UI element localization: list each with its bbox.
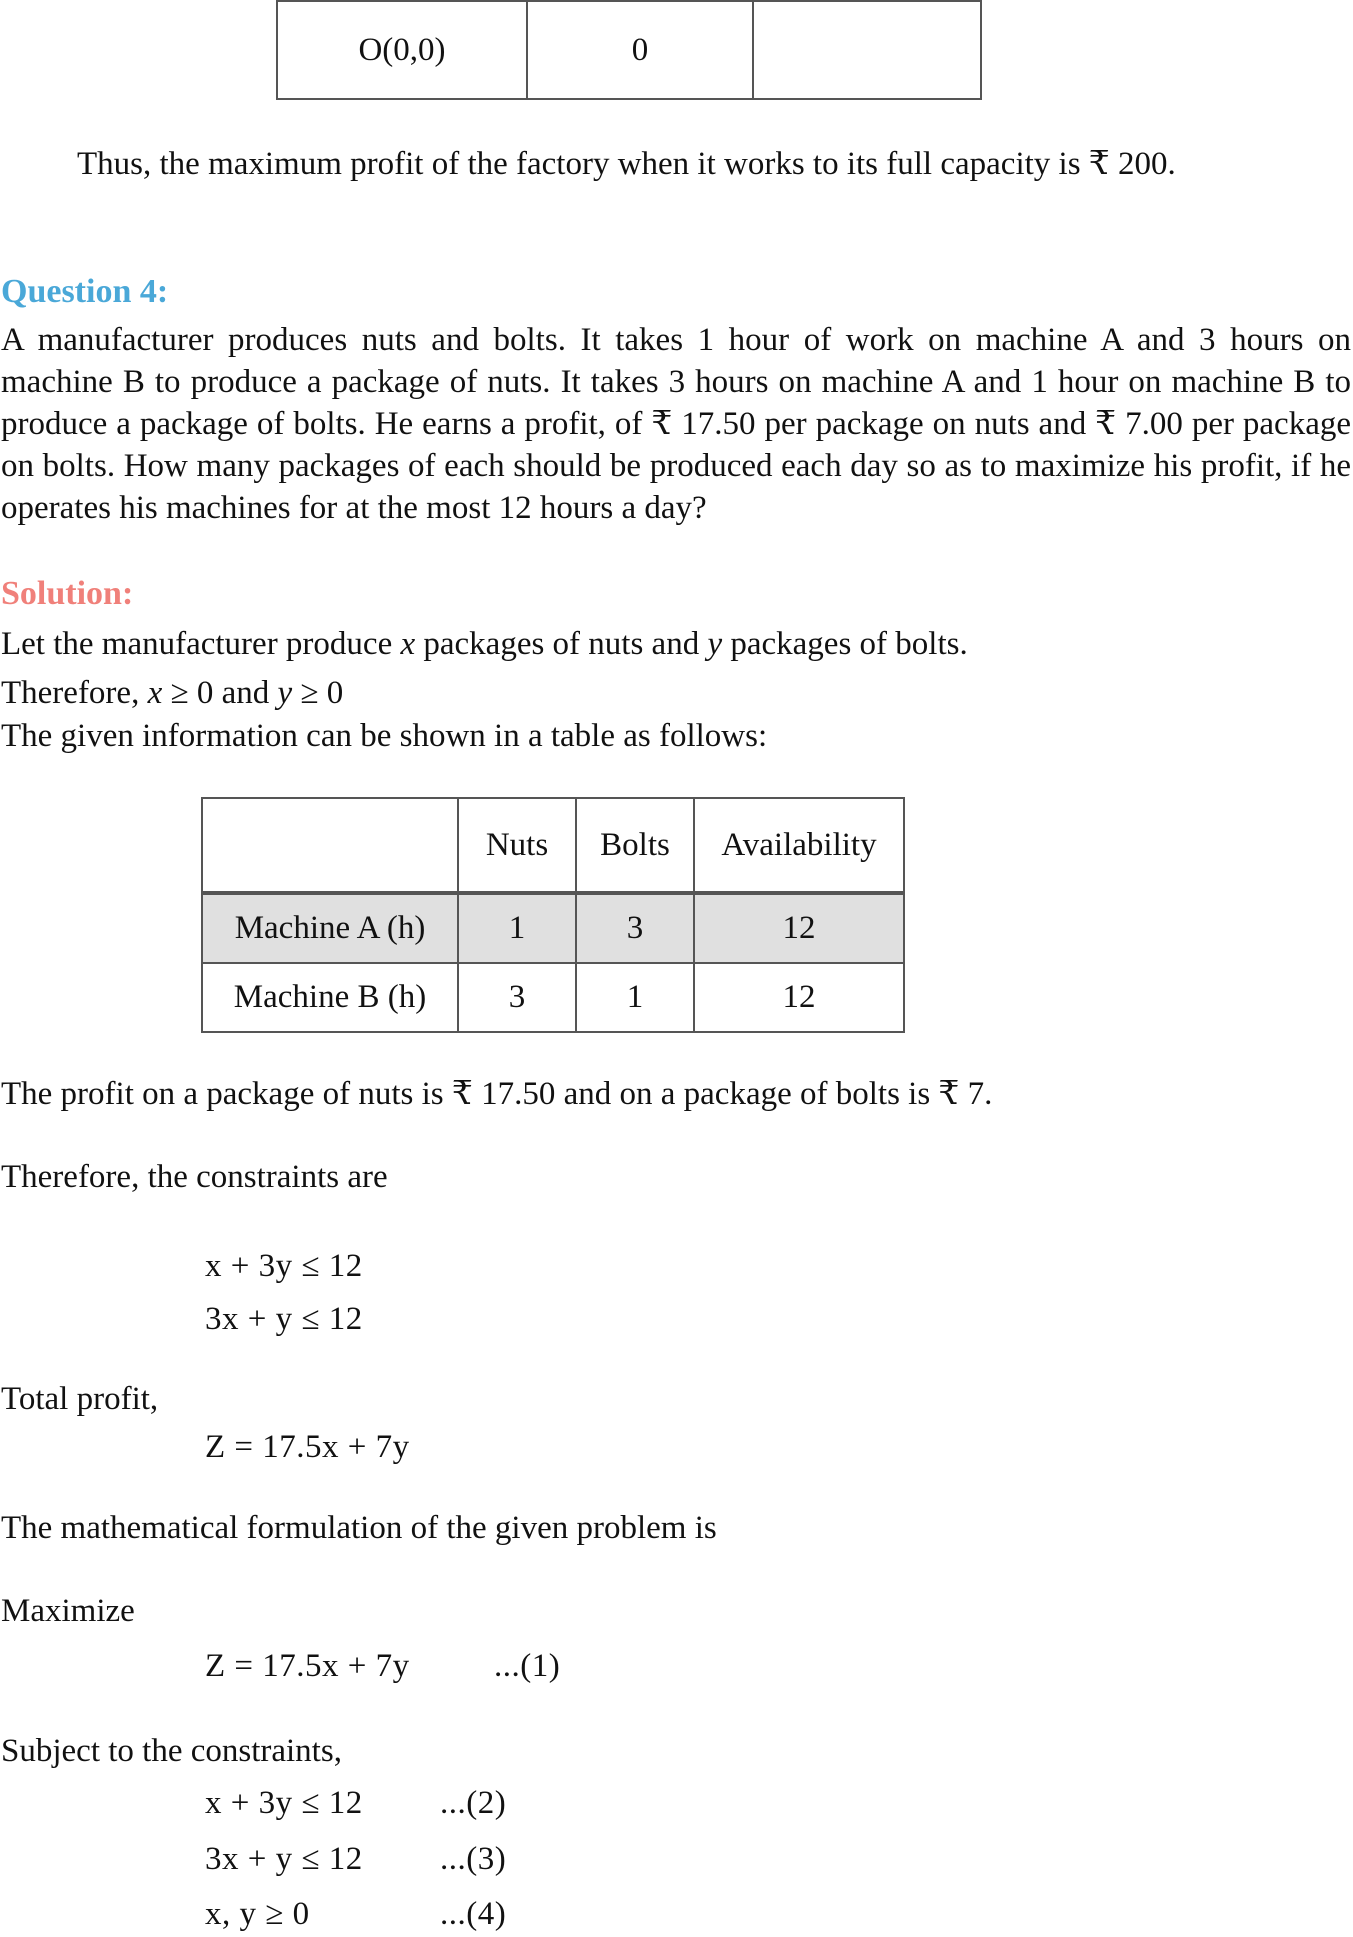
table-header-row: [202, 798, 904, 893]
equation-tag: ...(4): [440, 1896, 507, 1932]
variable-x: x: [147, 675, 163, 711]
table-row: [202, 963, 904, 1032]
question-text: A manufacturer produces nuts and bolts. It takes 1 hour of work on machine A and 3 hours on machine B to produce a package of nuts. It takes 3 hours on machine A and 1 hour on machine B to produce a package of bolts. He earns a profit, of ₹ 17.50 per package on nuts and ₹ 7.00 per package on bolts. How many packages of each should be produced each day so as to maximize his profit, if he operates his machines for at the most 12 hours a day?: [1, 322, 1351, 526]
text-segment: packages of bolts.: [722, 626, 968, 662]
table-cell: Machine A (h): [202, 893, 458, 963]
constraint-equation: x, y ≥ 0: [205, 1896, 310, 1932]
question-heading: Question 4:: [1, 273, 169, 310]
table-header-cell: Bolts: [576, 798, 694, 893]
table-cell: 12: [694, 893, 904, 963]
table-header-cell: Availability: [694, 798, 904, 893]
constraint-equation: x + 3y ≤ 12: [205, 1785, 363, 1821]
table-cell-value: 0: [527, 1, 753, 99]
table-cell-point: O(0,0): [277, 1, 527, 99]
text-segment: Therefore,: [1, 675, 148, 711]
constraint-equation: x + 3y ≤ 12: [205, 1248, 363, 1284]
solution-line-2: [1, 672, 343, 714]
text-segment: ≥ 0: [292, 675, 344, 711]
table-cell: 3: [458, 963, 576, 1032]
solution-line-1: [1, 623, 968, 665]
table-header-cell: Nuts: [458, 798, 576, 893]
equation-tag: ...(3): [440, 1841, 507, 1877]
solution-line-3: The given information can be shown in a table as follows:: [1, 718, 768, 754]
total-profit-label: Total profit,: [1, 1381, 159, 1417]
maximize-label: Maximize: [1, 1593, 135, 1629]
constraints-intro: Therefore, the constraints are: [1, 1159, 388, 1195]
variable-y: y: [277, 675, 293, 711]
equation-tag: ...(2): [440, 1785, 507, 1821]
previous-table: [276, 0, 982, 100]
objective-function: Z = 17.5x + 7y: [205, 1429, 410, 1465]
equation-tag: ...(1): [494, 1648, 561, 1684]
table-cell-empty: [753, 1, 981, 99]
conclusion-text: Thus, the maximum profit of the factory when it works to its full capacity is ₹ 200.: [77, 146, 1176, 182]
table-cell: 1: [576, 963, 694, 1032]
table-cell: 1: [458, 893, 576, 963]
profit-text: The profit on a package of nuts is ₹ 17.50 and on a package of bolts is ₹ 7.: [1, 1076, 993, 1112]
objective-function: Z = 17.5x + 7y: [205, 1648, 410, 1684]
table-row: [202, 893, 904, 963]
constraint-equation: 3x + y ≤ 12: [205, 1301, 363, 1337]
formulation-text: The mathematical formulation of the given problem is: [1, 1510, 717, 1546]
table-cell: 12: [694, 963, 904, 1032]
subject-label: Subject to the constraints,: [1, 1733, 342, 1769]
solution-heading: Solution:: [1, 575, 134, 612]
text-segment: packages of nuts and: [415, 626, 708, 662]
table-cell: Machine B (h): [202, 963, 458, 1032]
variable-y: y: [707, 626, 723, 662]
text-segment: ≥ 0 and: [162, 675, 278, 711]
table-row: [277, 1, 981, 99]
variable-x: x: [400, 626, 416, 662]
table-header-cell: [202, 798, 458, 893]
machine-hours-table: [201, 797, 905, 1033]
table-cell: 3: [576, 893, 694, 963]
constraint-equation: 3x + y ≤ 12: [205, 1841, 363, 1877]
text-segment: Let the manufacturer produce: [1, 626, 401, 662]
